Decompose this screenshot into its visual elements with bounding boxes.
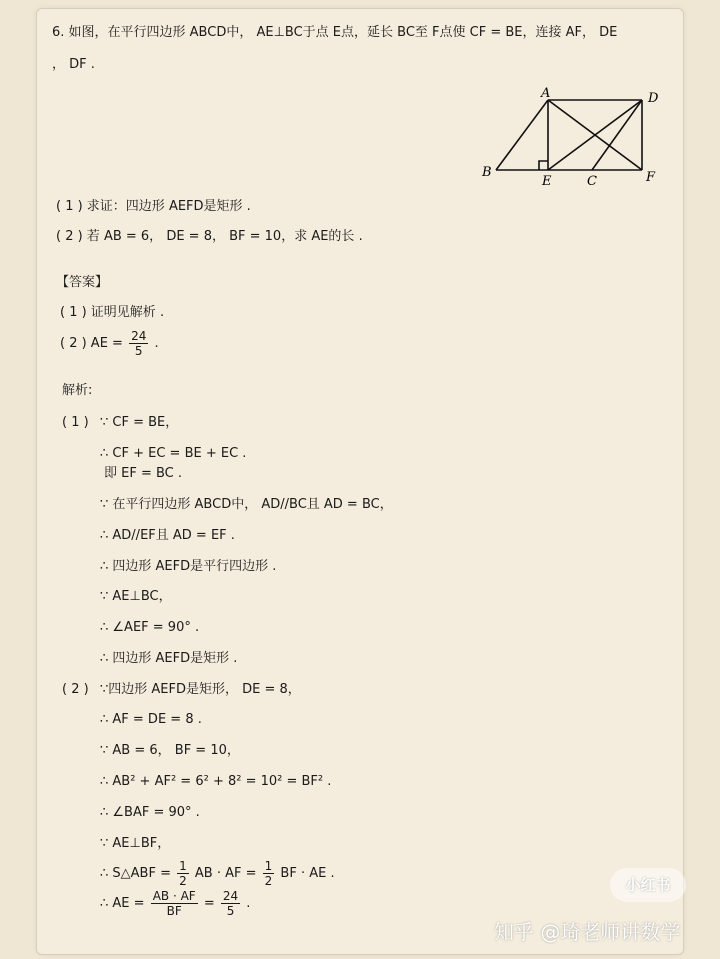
solution-line: ∴ CF + EC = BE + EC . (100, 446, 247, 461)
label-f: F (646, 170, 656, 185)
answer-fraction: $\frac{24}{5}$ (131, 329, 147, 358)
fraction-half: $\frac{1}{2}$ (264, 859, 273, 888)
solution-line: ∴ AF = DE = 8 . (100, 712, 202, 727)
solution-line: ∵ AB = 6， BF = 10， (100, 743, 240, 758)
solution-line: ∴ ∠BAF = 90° . (100, 805, 200, 820)
solution-area-equation: ∴ S△ABF = $\frac{1}{2}$ AB · AF = $\frac{1}{2}$ BF · AE . (100, 859, 335, 888)
solution-part-1-prefix: ( 1 ) (62, 415, 89, 430)
solution-line: ∴ 四边形 AEFD是矩形 . (100, 651, 238, 666)
fraction-half: $\frac{1}{2}$ (179, 859, 187, 888)
answer-part-1: ( 1 ) 证明见解析 . (60, 305, 165, 320)
solution-line: ∵ CF = BE， (100, 415, 179, 430)
geometry-figure (478, 84, 668, 194)
solution-line: ∵ AE⊥BF， (100, 836, 171, 851)
problem-line-1: 6. 如图，在平行四边形 ABCD中， AE⊥BC于点 E点，延长 BC至 F点使 CF = BE，连接 AF， DE (52, 25, 618, 40)
problem-part-2: ( 2 ) 若 AB = 6， DE = 8， BF = 10，求 AE的长 . (56, 229, 363, 244)
solution-line: ∴ 四边形 AEFD是平行四边形 . (100, 559, 277, 574)
solution-line: ∵ AE⊥BC， (100, 589, 172, 604)
label-d: D (648, 91, 659, 106)
label-c: C (587, 174, 597, 189)
solution-header: 解析: (62, 383, 93, 398)
fraction-ab-af-over-bf: $\frac{AB \cdot AF}{BF}$ (152, 889, 196, 918)
solution-part-2-prefix: ( 2 ) (62, 682, 89, 697)
fraction-result: $\frac{24}{5}$ (222, 889, 239, 918)
solution-line: ∴ ∠AEF = 90° . (100, 620, 200, 635)
label-b: B (482, 165, 492, 180)
solution-line: ∴ AB² + AF² = 6² + 8² = 10² = BF² . (100, 774, 332, 789)
solution-final-equation: ∴ AE = $\frac{AB \cdot AF}{BF}$ = $\frac{24}{5}$ . (100, 889, 251, 918)
solution-line: ∵四边形 AEFD是矩形， DE = 8， (100, 682, 301, 697)
answer-header: 【答案】 (56, 275, 109, 290)
solution-line: 即 EF = BC . (104, 466, 183, 481)
problem-part-1: ( 1 ) 求证：四边形 AEFD是矩形 . (56, 199, 251, 214)
xiaohongshu-badge: 小红书 (610, 868, 686, 902)
label-a: A (541, 86, 551, 101)
solution-line: ∴ AD//EF且 AD = EF . (100, 528, 235, 543)
solution-line: ∵ 在平行四边形 ABCD中， AD//BC且 AD = BC， (100, 497, 393, 512)
label-e: E (542, 174, 552, 189)
answer-part-2: ( 2 ) AE = $\frac{24}{5}$ . (60, 329, 159, 358)
problem-line-2: ， DF . (52, 57, 95, 72)
zhihu-watermark: 知乎 @琦老师讲数学 (494, 920, 681, 944)
